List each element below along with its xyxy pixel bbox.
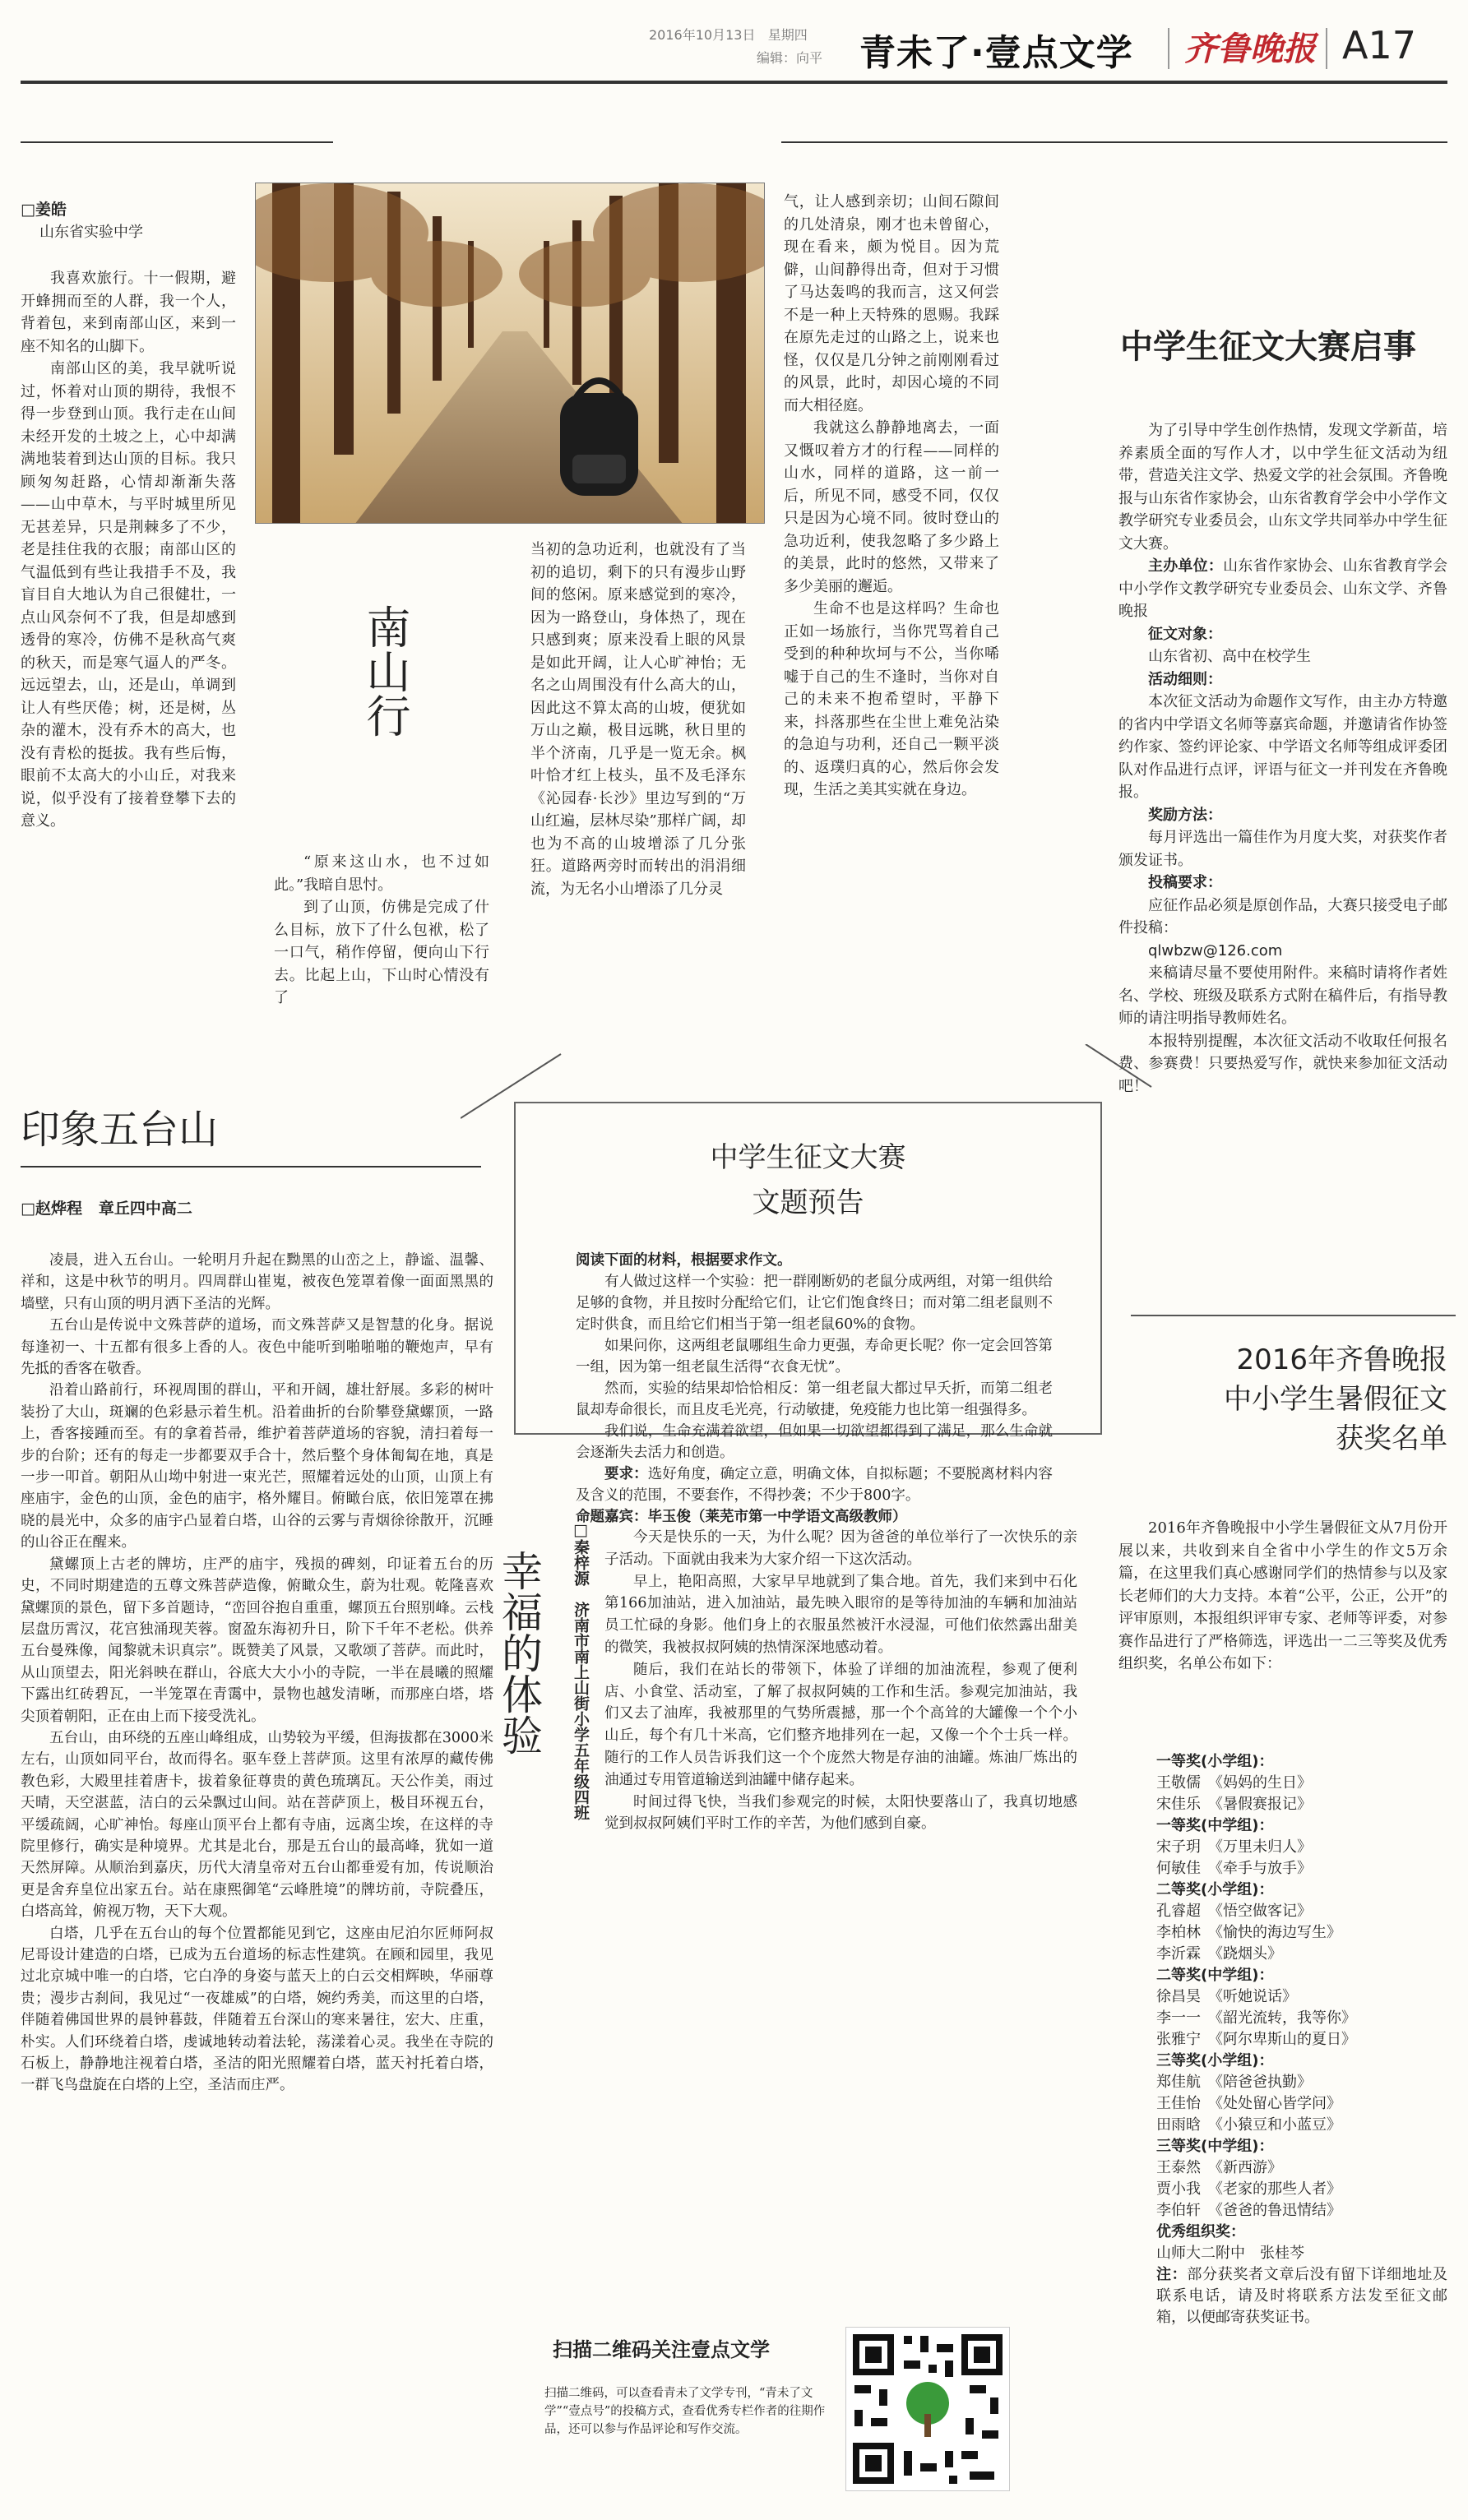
award-entry: 张雅宁 《阿尔卑斯山的夏日》 [1156,2031,1356,2048]
award-entry: 李伯轩 《爸爸的鲁迅情结》 [1156,2202,1341,2219]
header-divider [1168,28,1169,69]
header-rule [21,81,1447,84]
nanshan-col3: 当初的急功近利，也就没有了当初的追切，剩下的只有漫步山野间的悠闲。原来感觉到的寒冷，因为一路登山，身体热了，现在只感到爽；原来没看上眼的风景是如此开阔，让人心旷神怡；无名之山周围没有什么高大的山，因此这不算太高的山坡，便犹如万山之巅，极目远眺，秋日里的半个济南，几乎是一览无余。枫叶恰才红上枝头，虽不及毛泽东《沁园春·长沙》里边写到的“万山红遍，层林尽染”那样广阔，却也为不高的山坡增添了几分张狂。道路两旁时而转出的涓涓细流，为无名小山增添了几分灵 [530,541,746,898]
nanshan-author: □姜皓 [21,201,67,219]
award-entry: 宋佳乐 《暑假赛报记》 [1156,1796,1312,1813]
wutai-title: 印象五台山 [21,1107,219,1153]
preview-body: 阅读下面的材料，根据要求作文。 有人做过这样一个实验：把一群刚断奶的老鼠分成两组，对第一组供给足够的食物，并且按时分配给它们，让它们饱食终日；而对第二组老鼠则不定时供食，而且给它们相当于第一组老鼠60%的食物。 如果问你，这两组老鼠哪组生命力更强，寿命更长呢？你一定会回答第一组，因为第一组老鼠生活得“衣食无忧”。 然而，实验的结果却恰恰相反：第一组老鼠大都过早夭折，而第二组老鼠却寿命很长，而且皮毛光亮，行动敏捷，免疫能力也比第一组强得多。 我们说，生命充满着欲望，但如果一切欲望都得到了满足，那么生命就会逐渐失去活力和创造。 要求：选好角度，确定立意，明确文体，自拟标题；不要脱离材料内容及含义的范围，不要套作，不得抄袭；不少于800字。 命题嘉宾：毕玉俊（莱芜市第一中学语文高级教师） [576,1252,1053,1525]
award-entry: 王敬儒 《妈妈的生日》 [1156,1774,1312,1792]
section-title: 青未了·壹点文学 [859,32,1133,74]
award-entry: 李沂霖 《跷烟头》 [1156,1945,1282,1963]
award-entry: 孔睿超 《悟空做客记》 [1156,1903,1312,1920]
qr-code[interactable] [845,2327,1010,2491]
rule-left [21,141,333,143]
happiness-body: 今天是快乐的一天，为什么呢？因为爸爸的单位举行了一次快乐的亲子活动。下面就由我来为大家介绍一下这次活动。 早上，艳阳高照，大家早早地就到了集合地。首先，我们来到中石化第166加油站，进入加油站，最先映入眼帘的是等待加油的车辆和加油站员工忙碌的身影。他们身上的衣服虽然被汗水浸湿，可他们依然露出甜美的微笑，我被叔叔阿姨的热情深深地感动着。 随后，我们在站长的带领下，体验了详细的加油流程，参观了便利店、小食堂、活动室，了解了叔叔阿姨的工作和生活。参观完加油站，我们又去了油库，我被那里的气势所震撼，那一个个高耸的大罐像一个个小山丘，每个有几十米高，它们整齐地排列在一起，又像一个个士兵一样。随行的工作人员告诉我们这一个个庞然大物是存油的油罐。炼油厂炼出的油通过专用管道输送到油罐中储存起来。 时间过得飞快，当我们参观完的时候，太阳快要落山了，我真切地感觉到叔叔阿姨们平时工作的辛苦，为他们感到自豪。 [604,1529,1077,1833]
preview-title-1: 中学生征文大赛 [710,1141,906,1174]
header-editor: 编辑：向平 [757,50,823,66]
page-number: A17 [1342,23,1417,67]
awards-intro: 2016年齐鲁晚报中小学生暑假征文从7月份开展以来，共收到来自全省中小学生的作文5万余篇，在这里我们真心感谢同学们的热情参与以及家长老师们的大力支持。本着“公平，公正，公开”的评审原则，本报组织评审专家、老师等评委，对参赛作品进行了严格筛选，评选出一二三等奖及优秀组织奖，名单公布如下： [1118,1519,1447,1672]
qr-title: 扫描二维码关注壹点文学 [553,2338,770,2361]
rule-right [781,141,1447,143]
nanshan-school: 山东省实验中学 [39,224,143,241]
wutai-byline: □赵烨程 章丘四中高二 [21,1200,192,1218]
award-entry: 徐昌昊 《听她说话》 [1156,1988,1297,2005]
contest-notice-body: 为了引导中学生创作热情，发现文学新苗，培养素质全面的写作人才，以中学生征文活动为纽带，营造关注文学、热爱文学的社会氛围。齐鲁晚报与山东省作家协会，山东省教育学会中小学作文教学研究专业委员会，山东文学共同举办中学生征文大赛。 主办单位：山东省作家协会、山东省教育学会中小学作文教学研究专业委员会、山东文学、齐鲁晚报 征文对象： 山东省初、高中在校学生 活动细则： 本次征文活动为命题作文写作，由主办方特邀的省内中学语文名师等嘉宾命题，并邀请省作协签约作家、签约评论家、中学语文名师等组成评委团队对作品进行点评，评语与征文一并刊发在齐鲁晚报。 奖励方法： 每月评选出一篇佳作为月度大奖，对获奖作者颁发证书。 投稿要求： 应征作品必须是原创作品，大赛只接受电子邮件投稿： qlwbzw@126.com 来稿请尽量不要使用附件。来稿时请将作者姓名、学校、班级及联系方式附在稿件后，有指导教师的请注明指导教师姓名。 本报特别提醒，本次征文活动不收取任何报名费、参赛费！只要热爱写作，就快来参加征文活动吧！ [1118,422,1448,1095]
preview-title-2: 文题预告 [752,1186,864,1219]
award-entry: 李柏林 《愉快的海边写生》 [1156,1924,1341,1941]
award-entry: 宋子玥 《万里未归人》 [1156,1838,1312,1856]
award-entry: 田雨晗 《小猿豆和小蓝豆》 [1156,2116,1341,2134]
nanshan-col1: 我喜欢旅行。十一假期，避开蜂拥而至的人群，我一个人，背着包，来到南部山区，来到一座不知名的山脚下。 南部山区的美，我早就听说过，怀着对山顶的期待，我恨不得一步登到山顶。我行走在山间未经开发的土坡之上，心中却满满地装着到达山顶的目标。我只顾匆匆赶路，心情却渐渐失落——山中草木，与平时城里所见无甚差异，只是荆棘多了不少，老是挂住我的衣服；南部山区的气温低到有些让我措手不及，我盲目自大地认为自己很健壮，一点山风奈何不了我，但是却感到透骨的寒冷，仿佛不是秋高气爽的秋天，而是寒气逼人的严冬。远远望去，山，还是山，单调到让人有些厌倦；树，还是树，丛杂的灌木，没有乔木的高大，也没有青松的挺拔。我有些后悔，眼前不太高大的小山丘，对我来说，似乎没有了接着登攀下去的意义。 [21,270,236,830]
backpack [560,381,638,496]
award-entry: 何敏佳 《牵手与放手》 [1156,1860,1312,1877]
nanshan-title: 南山行 [359,604,411,738]
nanshan-col2: “原来这山水，也不过如此。”我暗自思忖。 到了山顶，仿佛是完成了什么目标，放下了什么包袱，松了一口气，稍作停留，便向山下行去。比起上山，下山时心情没有了 [274,853,489,1006]
qr-desc: 扫描二维码，可以查看青未了文学专刊，“青未了文学”“壹点号”的投稿方式，查看优秀专栏作者的往期作品，还可以参与作品评论和写作交流。 [544,2387,826,2436]
awards-title: 2016年齐鲁晚报 中小学生暑假征文 获奖名单 [1224,1343,1447,1455]
nanshan-col4: 气，让人感到亲切；山间石隙间的几处清泉，刚才也未曾留心，现在看来，颇为悦目。因为荒僻，山间静得出奇，但对于习惯了马达轰鸣的我而言，这又何尝不是一种上天特殊的恩赐。我踩在原先走过的山路之上，说来也怪，仅仅是几分钟之前刚刚看过的风景，此时，却因心境的不同而大相径庭。 我就这么静静地离去，一面又慨叹着方才的行程——同样的山水，同样的道路，这一前一后，所见不同，感受不同，仅仅只是因为心境不同。彼时登山的急功近利，使我忽略了多少路上的美景，此时的悠然，又带来了多少美丽的邂逅。 生命不也是这样吗？生命也正如一场旅行，当你咒骂着自己受到的种种坎坷与不公，当你唏嘘于自己的生不逢时，当你对自己的未来不抱希望时，平静下来，抖落那些在尘世上难免沾染的急迫与功利，还自己一颗平淡的、返璞归真的心，然后你会发现，生活之美其实就在身边。 [784,193,999,798]
wutai-rule [21,1166,481,1168]
happiness-author: □秦梓源 济南市南上山街小学五年级四班 [572,1521,590,1820]
happiness-title: 幸福的体验 [495,1550,543,1755]
paper-logo: 齐鲁晚报 [1184,30,1316,68]
awards-list: 一等奖(小学组)： 王敬儒 《妈妈的生日》 宋佳乐 《暑假赛报记》 一等奖(中学组)： 宋子玥 《万里未归人》 何敏佳 《牵手与放手》 二等奖(小学组)： 孔睿超 《悟空做客记》 李柏林 《愉快的海边写生》 李沂霖 《跷烟头》 二等奖(中学组)： 徐昌昊 《听她说话》 李一一 《韶光流转，我等你》 张雅宁 《阿尔卑斯山的夏日》 三等奖(小学组)： 郑佳航 《陪爸爸执勤》 王佳怡 《处处留心皆学问》 田雨晗 《小猿豆和小蓝豆》 三等奖(中学组)： 王泰然 《新西游》 贾小我 《老家的那些人者》 李伯轩 《爸爸的鲁迅情结》 优秀组织奖： 山师大二附中 张桂芩 注：部分获奖者文章后没有留下详细地址及联系电话，请及时将联系方法发至征文邮箱，以便邮寄获奖证书。 [1118,1751,1447,2328]
award-entry: 王佳怡 《处处留心皆学问》 [1156,2095,1341,2112]
wutai-body: 凌晨，进入五台山。一轮明月升起在黝黑的山峦之上，静谧、温馨、祥和，这是中秋节的明月。四周群山崔嵬，被夜色笼罩着像一面面黑黑的墙壁，只有山顶的明月洒下圣洁的光辉。 五台山是传说中文殊菩萨的道场，而文殊菩萨又是智慧的化身。据说每逢初一、十五都有很多上香的人。夜色中能听到啪啪啪的鞭炮声，早有先抵的香客在敬香。 沿着山路前行，环视周围的群山，平和开阔，雄壮舒展。多彩的树叶装扮了大山，斑斓的色彩悬示着生机。沿着曲折的台阶攀登黛螺顶，一路上，香客接踵而至。有的拿着苔帚，维护着菩萨道场的容貌，清扫着每一步的台阶；还有的每走一步都要双手合十，然后整个身体匍匐在地，真是一步一叩首。朝阳从山坳中射进一束光芒，照耀着远处的山顶，山顶上有座庙宇，金色的山顶，金色的庙宇，格外耀目。俯瞰台底，依旧笼罩在拂晓的晨光中，众多的庙宇凸显着白塔，山谷的云雾与青烟徐徐散开，沉睡的山谷正在醒来。 黛螺顶上古老的牌坊，庄严的庙宇，残损的碑刻，印证着五台的历史，不同时期建造的五尊文殊菩萨造像，俯瞰众生，蔚为壮观。乾隆喜欢黛螺顶的景色，留下多首题诗，“峦回谷抱自重重，螺顶五台照别峰。云栈层盘历霄汉，花宫独涌现芙蓉。窗盈东海初升日，阶下千年不老松。供养五台曼殊像，闻黎就未识真宗”。既赞美了风景，又歌颂了菩萨。而此时，从山顶望去，阳光斜映在群山，谷底大大小小的寺院，一半在晨曦的照耀下露出红砖碧瓦，一半笼罩在青霭中，景物也越发清晰，而那座白塔，塔尖顶着朝阳，正在由上而下接受洗礼。 五台山，由环绕的五座山峰组成，山势较为平缓，但海拔都在3000米左右，山顶如同平台，故而得名。驱车登上菩萨顶。这里有浓厚的藏传佛教色彩，大殿里挂着唐卡，拔着象征尊贵的黄色琉璃瓦。天公作美，雨过天晴，天空湛蓝，洁白的云朵飘过山间。站在菩萨顶上，极目环视五台，平缓疏阔，心旷神怡。每座山顶平台上都有寺庙，远离尘埃，在这样的寺院里修行，确实是种境界。尤其是北台，那是五台山的最高峰，犹如一道天然屏障。从顺治到嘉庆，历代大清皇帝对五台山都垂爱有加，传说顺治更是舍弃皇位出家五台。站在康熙御笔“云峰胜境”的牌坊前，寺院叠压，白塔高耸，俯视万物，天下大观。 白塔，几乎在五台山的每个位置都能见到它，这座由尼泊尔匠师阿叔尼哥设计建造的白塔，已成为五台道场的标志性建筑。在顾和园里，我见过北京城中唯一的白塔，它白净的身姿与蓝天上的白云交相辉映，华丽尊贵；漫步古刹间，我见过“一夜雄威”的白塔，婉约秀美，而这里的白塔，伴随着佛国世界的晨钟暮鼓，伴随着五台深山的寒来暑往，宏大、庄重，朴实。人们环绕着白塔，虔诚地转动着法轮，荡漾着心灵。我坐在寺院的石板上，静静地注视着白塔，圣洁的阳光照耀着白塔，蓝天衬托着白塔，一群飞鸟盘旋在白塔的上空，圣洁而庄严。 [21,1252,493,2094]
award-entry: 王泰然 《新西游》 [1156,2159,1282,2176]
award-entry: 郑佳航 《陪爸爸执勤》 [1156,2074,1312,2091]
contest-email[interactable]: qlwbzw@126.com [1148,941,1283,959]
forest-road-photo [255,183,765,524]
contest-notice-title: 中学生征文大赛启事 [1120,328,1416,366]
award-entry: 贾小我 《老家的那些人者》 [1156,2180,1341,2198]
header-divider-2 [1326,28,1327,69]
header-date: 2016年10月13日 星期四 [649,27,808,43]
award-entry: 李一一 《韶光流转，我等你》 [1156,2009,1356,2027]
